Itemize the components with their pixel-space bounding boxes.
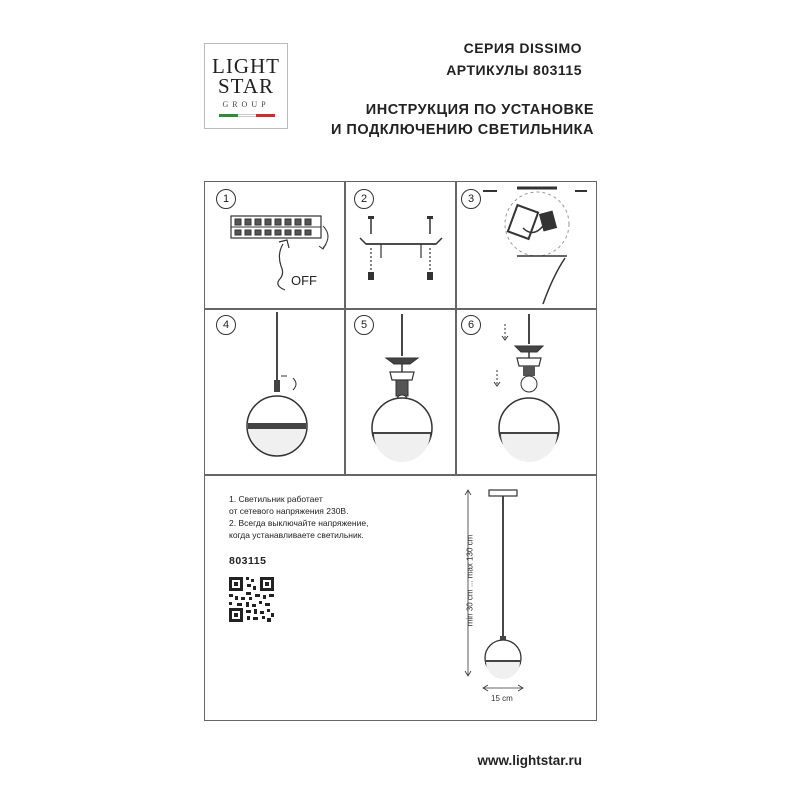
step-3-panel [456,181,597,309]
step-4-panel [204,309,345,475]
lamp-bulb-install-illustration [346,310,457,476]
step-4-number: 4 [216,315,236,335]
website-link[interactable]: www.lightstar.ru [477,753,582,768]
note-line-1: 1. Светильник работает [229,494,323,504]
dimension-drawing [205,476,598,722]
off-label: OFF [291,273,317,288]
logo-line-1: LIGHT [212,54,280,78]
step-1-panel [204,181,345,309]
height-dimension-label: min 30 cm ... max 130 cm [465,534,475,627]
brand-logo [204,43,288,129]
logo-line-2: STAR [218,74,274,98]
instruction-title-line-1: ИНСТРУКЦИЯ ПО УСТАНОВКЕ [365,102,594,118]
mounting-bracket-illustration [346,182,457,310]
step-1-number: 1 [216,189,236,209]
step-6-panel [456,309,597,475]
article-label: АРТИКУЛЫ 803115 [446,62,582,78]
logo-line-3: GROUP [222,100,270,109]
article-code: 803115 [229,555,267,567]
shade-attach-illustration [457,310,598,476]
step-5-number: 5 [354,315,374,335]
step-5-panel [345,309,456,475]
note-line-2: от сетевого напряжения 230В. [229,506,349,516]
wiring-illustration [457,182,598,310]
step-2-number: 2 [354,189,374,209]
pendant-hang-illustration [205,310,346,476]
product-info-panel [204,475,597,721]
series-label: СЕРИЯ DISSIMO [463,40,582,56]
step-2-panel [345,181,456,309]
instruction-title-line-2: И ПОДКЛЮЧЕНИЮ СВЕТИЛЬНИКА [330,122,594,138]
width-dimension-label: 15 cm [491,694,513,703]
note-line-4: когда устанавливаете светильник. [229,530,364,540]
circuit-breaker-illustration [205,182,346,310]
note-line-3: 2. Всегда выключайте напряжение, [229,518,369,528]
step-3-number: 3 [461,189,481,209]
step-6-number: 6 [461,315,481,335]
italian-flag-stripe [219,114,275,117]
